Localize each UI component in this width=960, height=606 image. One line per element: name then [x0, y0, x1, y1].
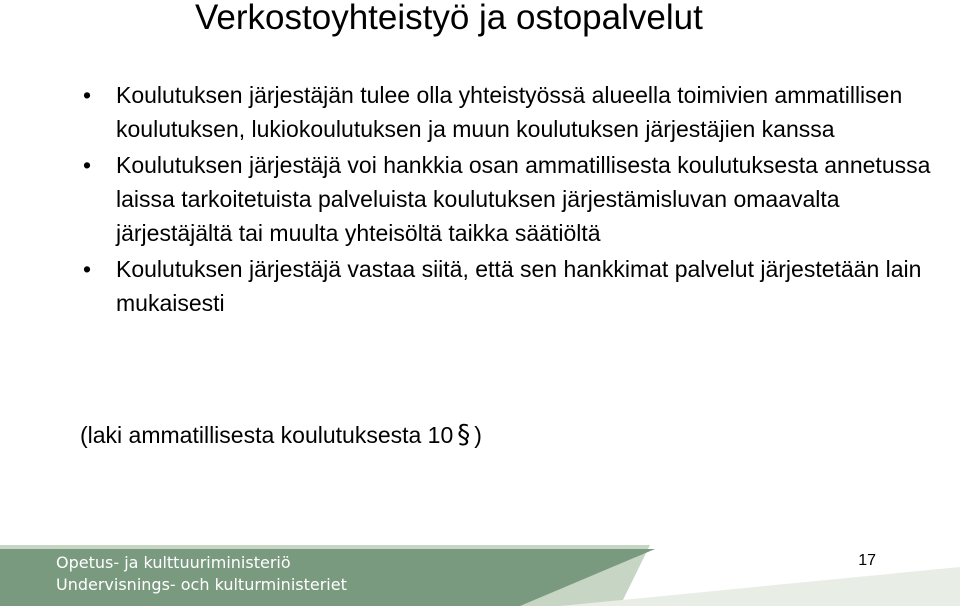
page-number: 17: [858, 552, 876, 569]
bullet-text: Koulutuksen järjestäjän tulee olla yhteistyössä alueella toimivien ammatillisen koulutuksen, lukiokoulutuksen ja muun koulutuksen järjestäjien kanssa: [116, 82, 903, 142]
bullet-item: [78, 78, 938, 146]
ministry-name-fi: Opetus- ja kulttuuriministeriö: [56, 553, 291, 572]
law-reference: [80, 418, 482, 452]
slide-title: Verkostoyhteistyö ja ostopalvelut: [195, 0, 703, 37]
ministry-logo-text: [56, 552, 347, 596]
bullet-item: [78, 148, 938, 250]
law-reference-close: ): [474, 422, 482, 448]
bullet-list: [78, 78, 938, 322]
bullet-item: [78, 252, 938, 320]
section-sign: §: [457, 420, 471, 450]
bullet-icon: •: [83, 152, 92, 178]
law-reference-text: (laki ammatillisesta koulutuksesta 10: [80, 422, 454, 448]
bullet-icon: •: [83, 256, 92, 282]
ministry-name-sv: Undervisnings- och kulturministeriet: [56, 575, 347, 594]
bullet-icon: •: [83, 82, 92, 108]
bullet-text: Koulutuksen järjestäjä vastaa siitä, että sen hankkimat palvelut järjestetään lain mukaisesti: [116, 256, 922, 316]
bullet-text: Koulutuksen järjestäjä voi hankkia osan ammatillisesta koulutuksesta annetussa laissa tarkoitetuista palveluista koulutuksen järjestämisluvan omaavalta järjestäjältä tai muulta yhteisöltä taikka säätiöltä: [116, 152, 931, 246]
